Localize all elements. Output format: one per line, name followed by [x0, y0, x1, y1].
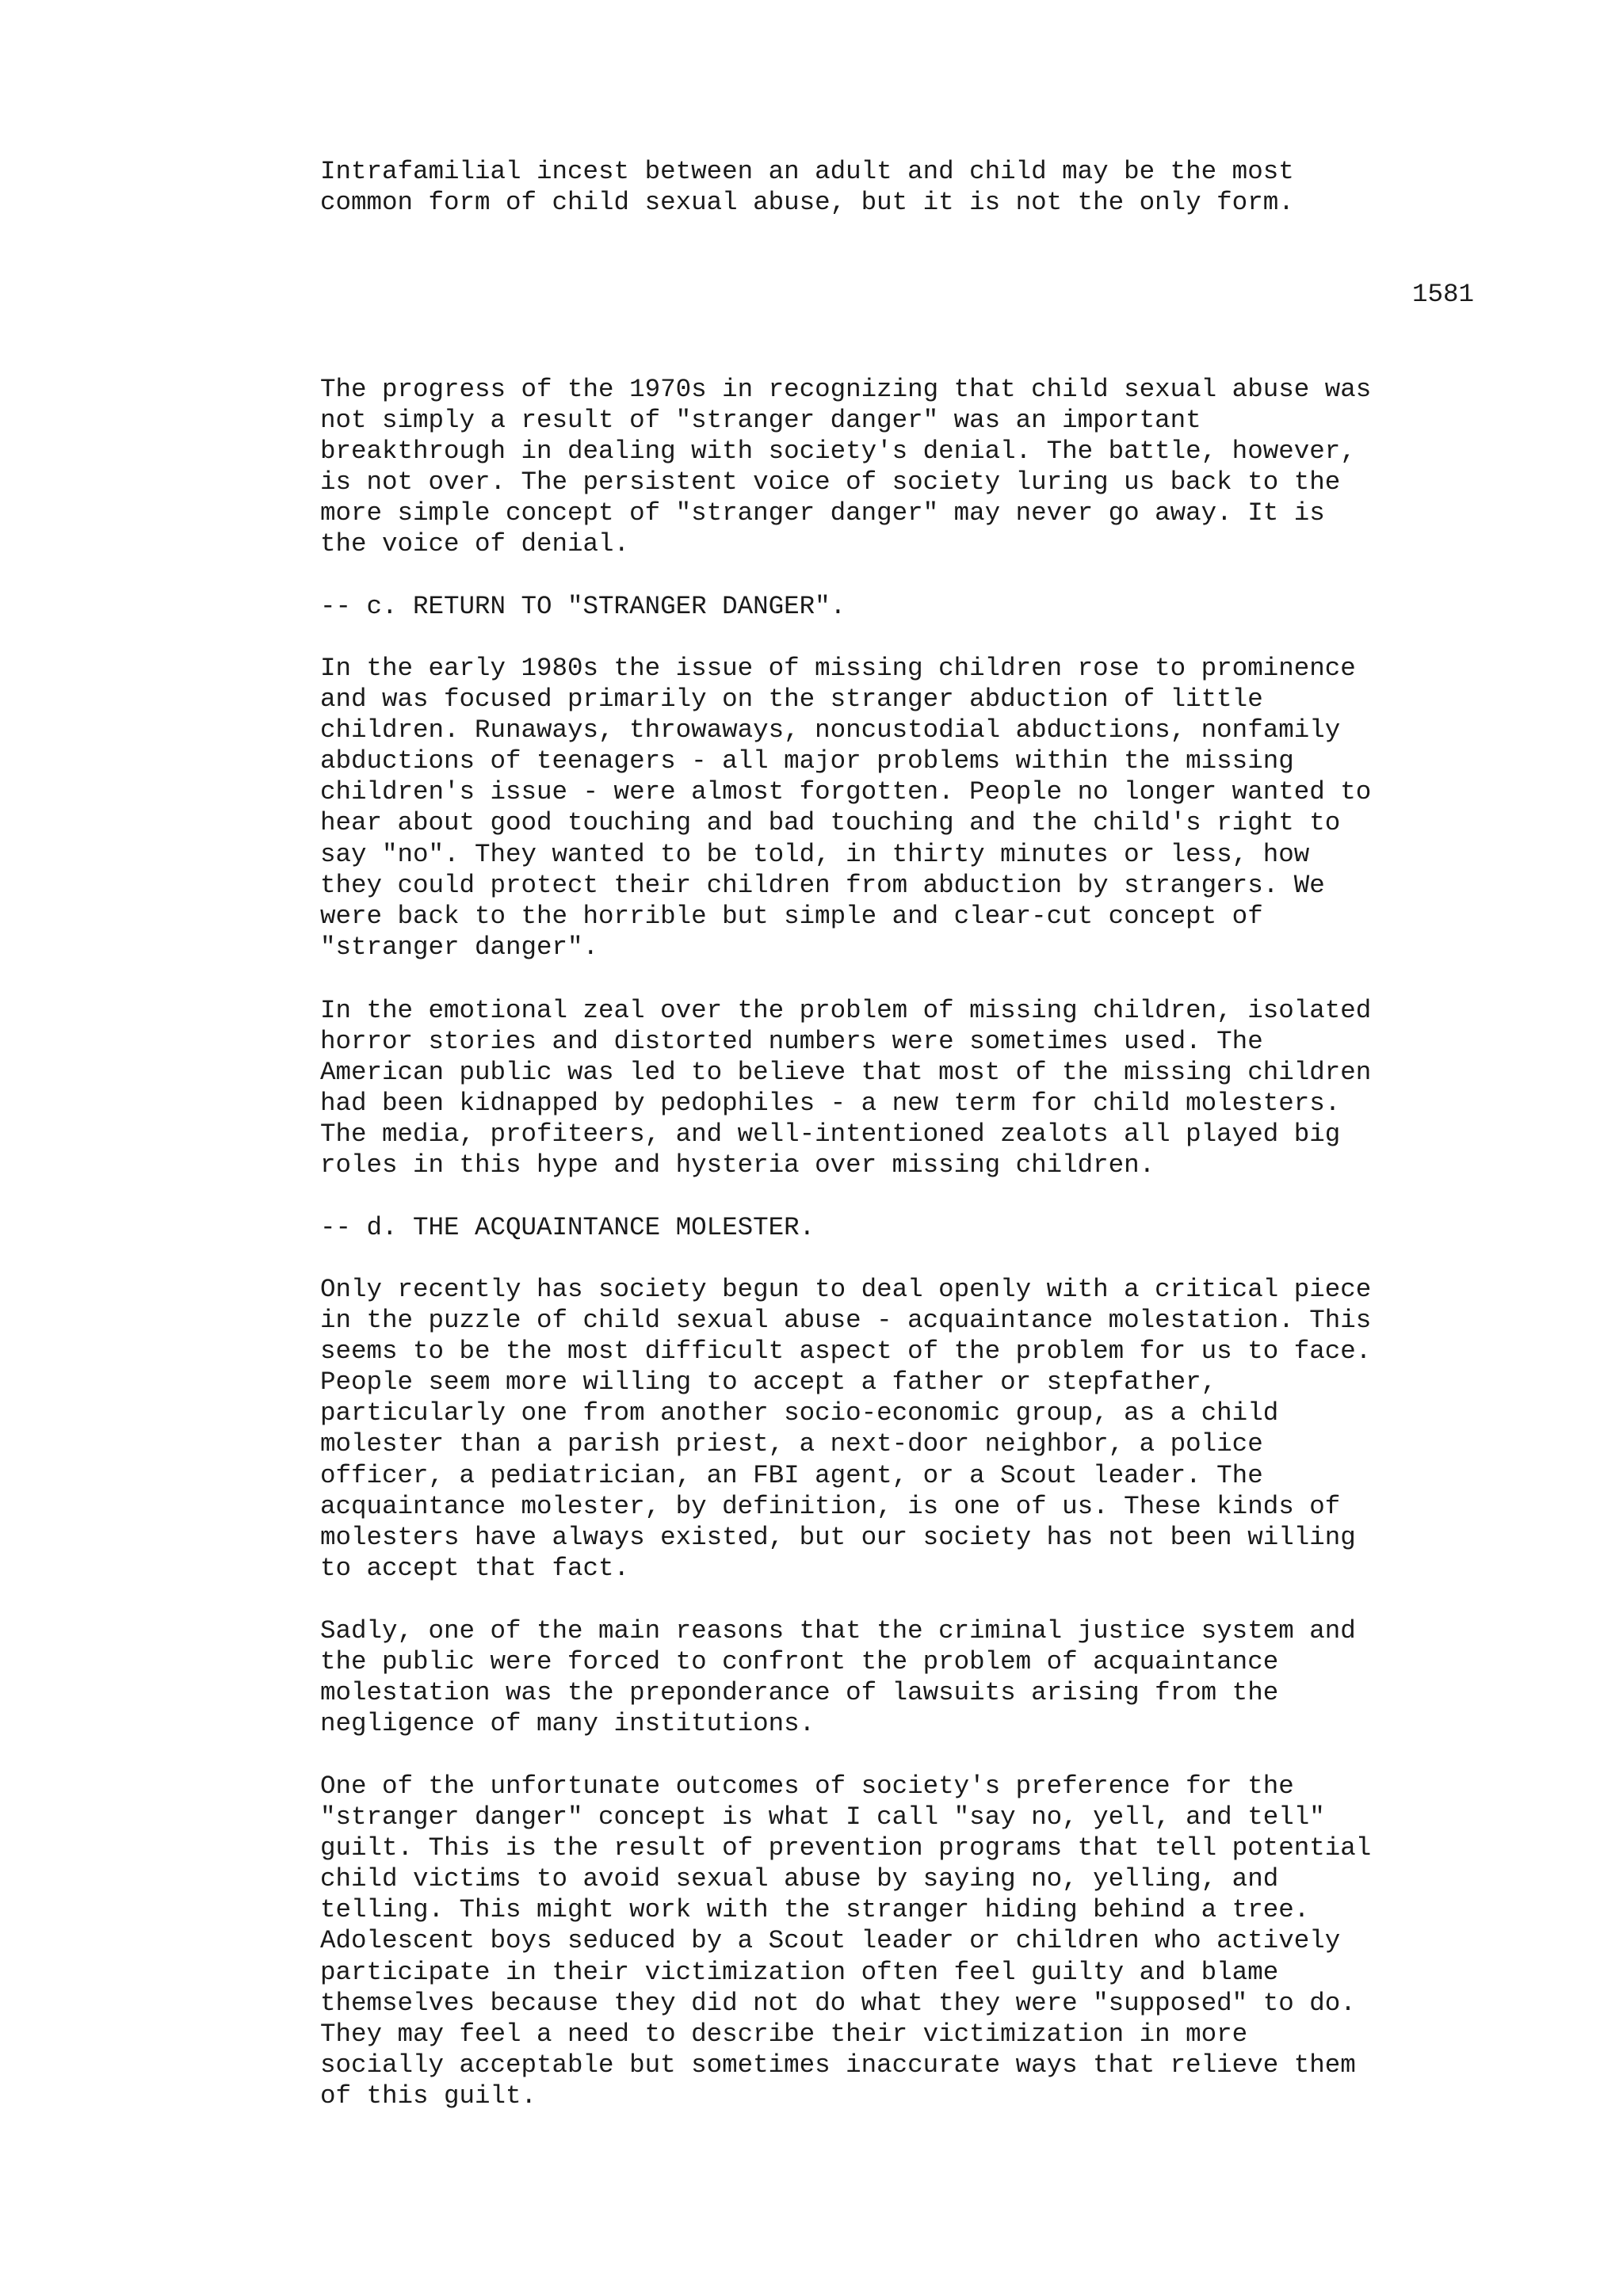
section-heading-c: -- c. RETURN TO "STRANGER DANGER". [320, 592, 846, 621]
intro-paragraph: Intrafamilial incest between an adult and child may be the most common form of child sexual abuse, but it is not the only form. [320, 157, 1294, 218]
unfortunate-outcomes-paragraph: One of the unfortunate outcomes of society's preference for the "stranger danger" concept is what I call "say no, yell, and tell" guilt. This is the result of prevention programs that tell potential child victims to avoid sexual abuse by saying no, yelling, and telling. This might work with the stranger hiding behind a tree. Adolescent boys seduced by a Scout leader or children who actively participate in their victimization often feel guilty and blame themselves because they did not do what they were "supposed" to do. They may feel a need to describe their victimization in more socially acceptable but sometimes inaccurate ways that relieve them of this guilt. [320, 1772, 1372, 2111]
emotional-zeal-paragraph: In the emotional zeal over the problem of missing children, isolated horror stories and distorted numbers were sometimes used. The American public was led to believe that most of the missing children had been kidnapped by pedophiles - a new term for child molesters. The media, profiteers, and well-intentioned zealots all played big roles in this hype and hysteria over missing children. [320, 996, 1372, 1180]
only-recently-paragraph: Only recently has society begun to deal openly with a critical piece in the puzzle of child sexual abuse - acquaintance molestation. This seems to be the most difficult aspect of the problem for us to face. People seem more willing to accept a father or stepfather, particularly one from another socio-economic group, as a child molester than a parish priest, a next-door neighbor, a police officer, a pediatrician, an FBI agent, or a Scout leader. The acquaintance molester, by definition, is one of us. These kinds of molesters have always existed, but our society has not been willing to accept that fact. [320, 1275, 1372, 1583]
progress-paragraph: The progress of the 1970s in recognizing that child sexual abuse was not simply a result of "stranger danger" was an important breakthrough in dealing with society's denial. The battle, however, is not over. The persistent voice of society luring us back to the more simple concept of "stranger danger" may never go away. It is the voice of denial. [320, 375, 1372, 559]
page-number: 1581 [1411, 280, 1474, 309]
section-heading-d: -- d. THE ACQUAINTANCE MOLESTER. [320, 1213, 815, 1242]
sadly-paragraph: Sadly, one of the main reasons that the criminal justice system and the public were forced to confront the problem of acquaintance molestation was the preponderance of lawsuits arising from the negligence of many institutions. [320, 1616, 1356, 1739]
early-1980s-paragraph: In the early 1980s the issue of missing children rose to prominence and was focused primarily on the stranger abduction of little children. Runaways, throwaways, noncustodial abductions, nonfamily abductions of teenagers - all major problems within the missing children's issue - were almost forgotten. People no longer wanted to hear about good touching and bad touching and the child's right to say "no". They wanted to be told, in thirty minutes or less, how they could protect their children from abduction by strangers. We were back to the horrible but simple and clear-cut concept of "stranger danger". [320, 654, 1372, 962]
